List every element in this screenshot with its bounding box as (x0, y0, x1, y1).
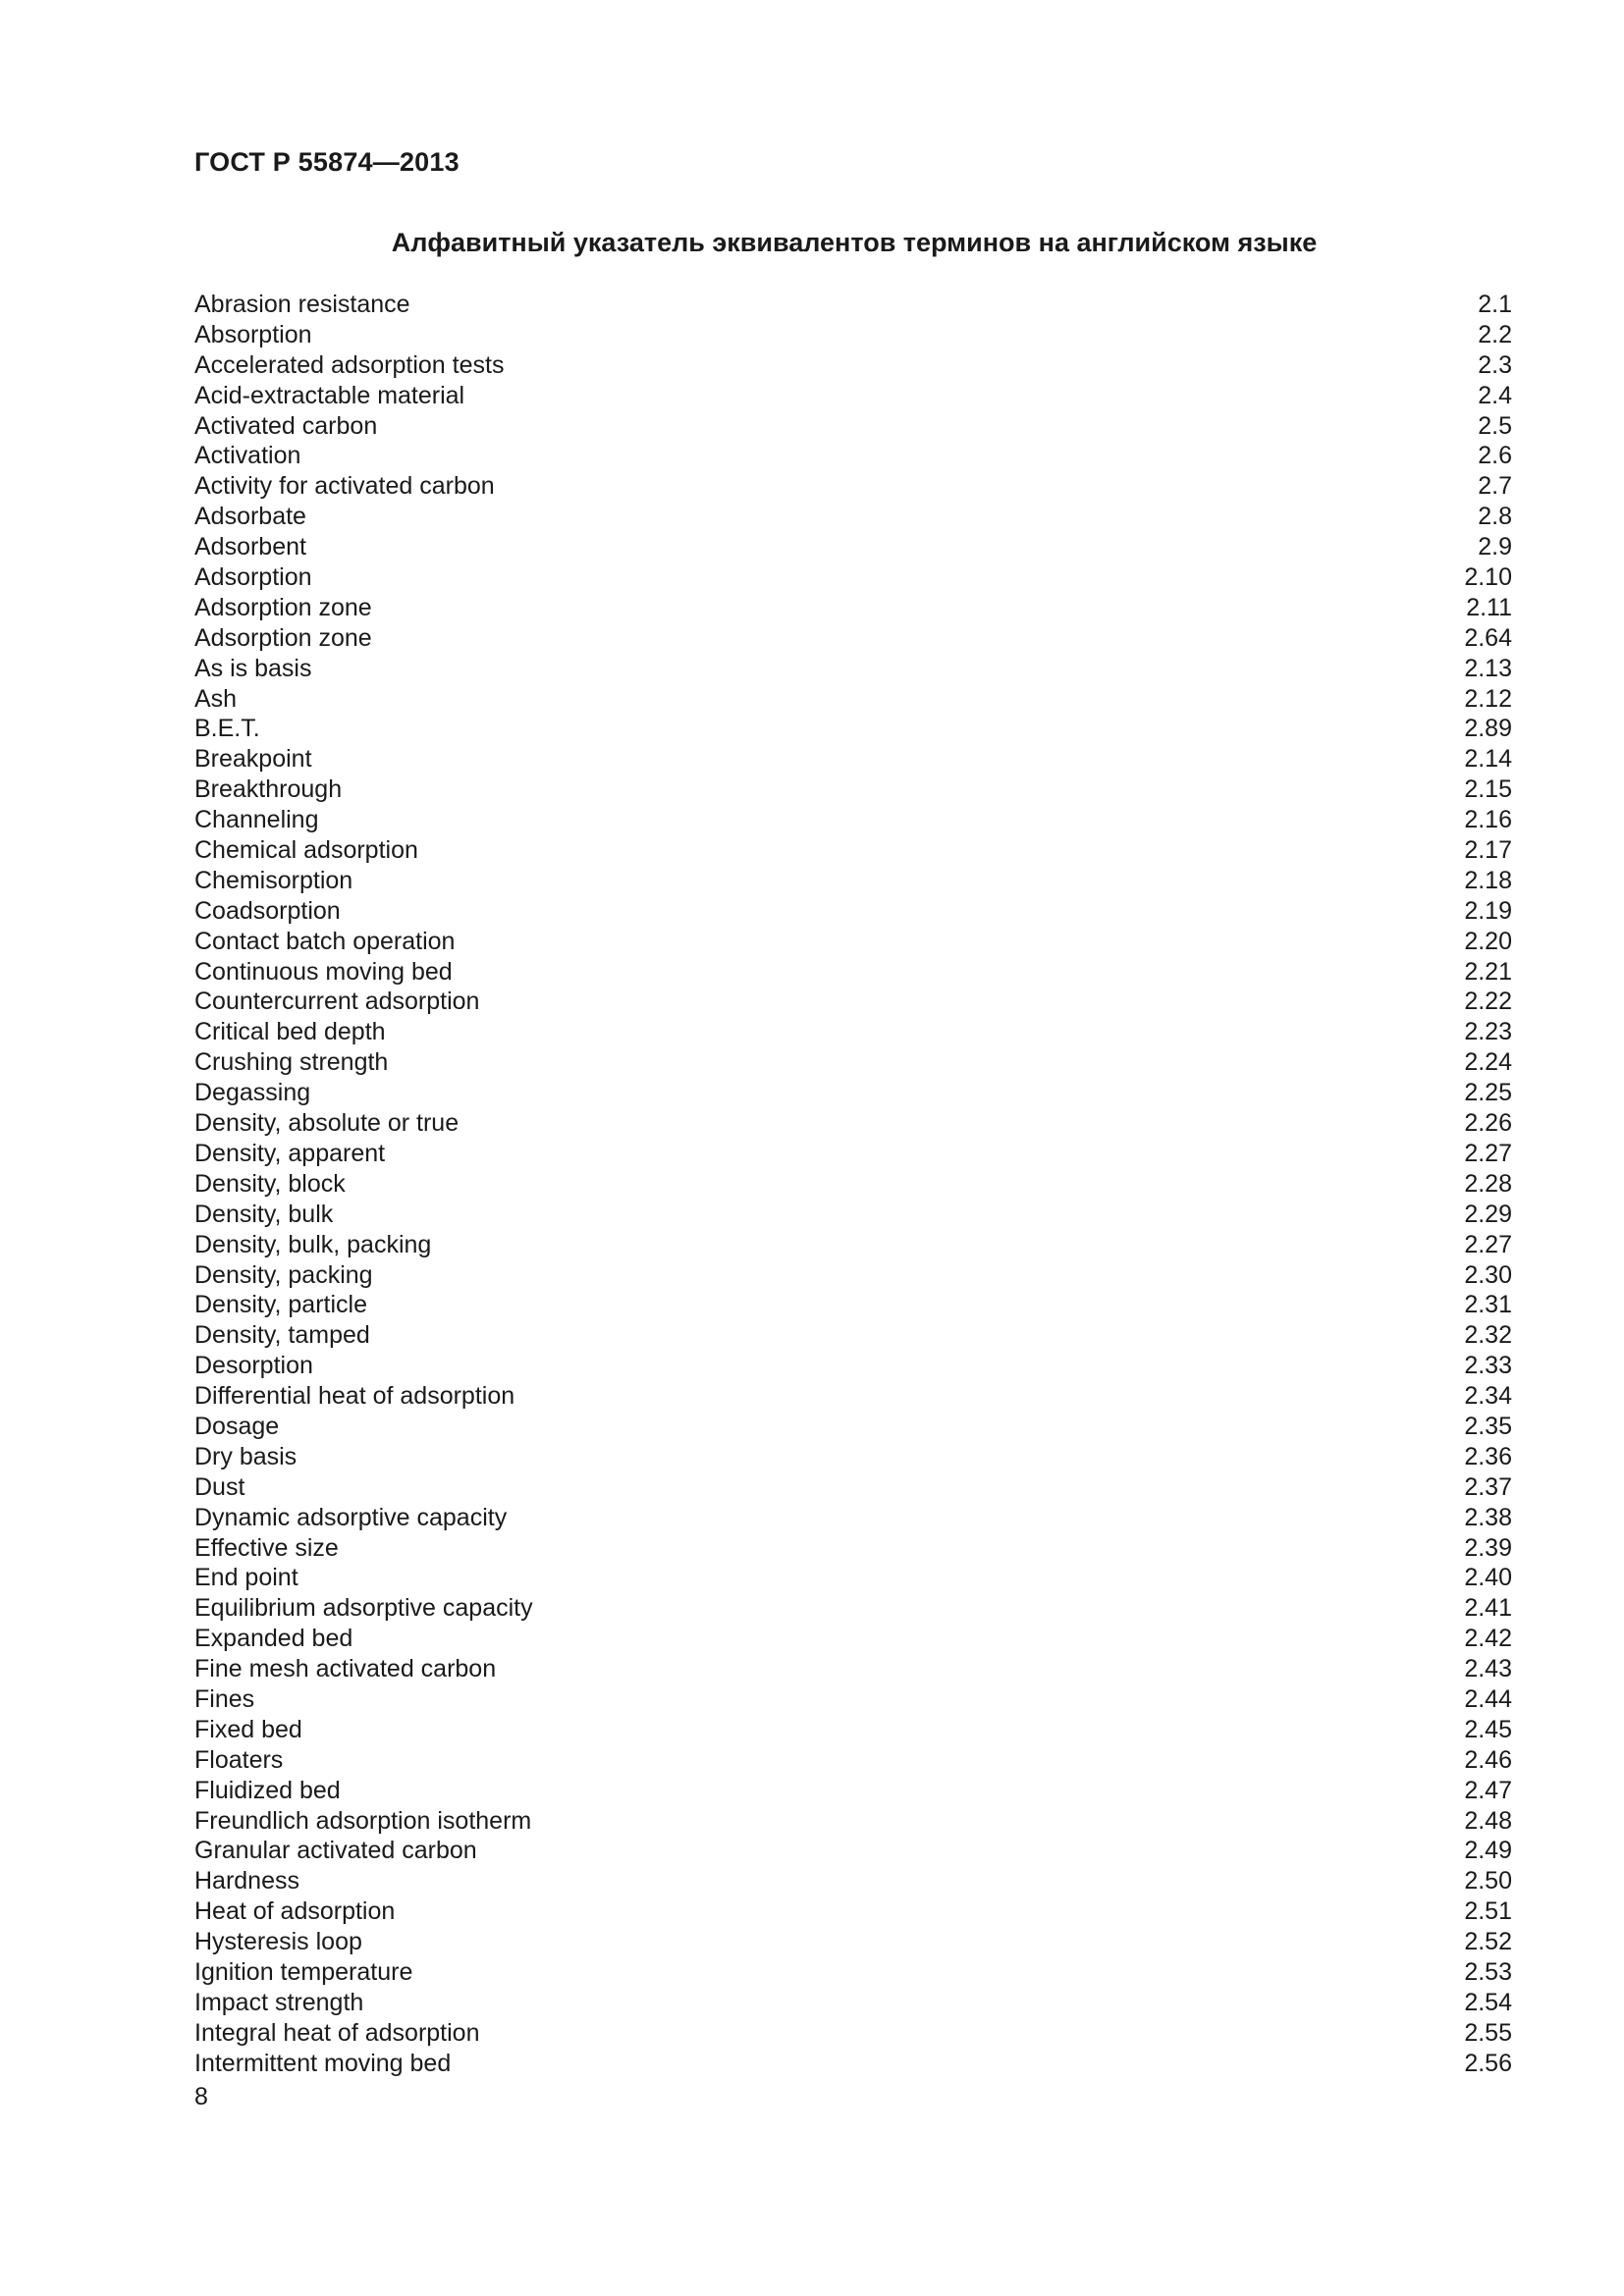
document-header: ГОСТ Р 55874—2013 (194, 147, 460, 177)
index-reference: 2.18 (1464, 866, 1512, 894)
index-reference: 2.7 (1478, 472, 1512, 501)
index-term: Fines (194, 1684, 255, 1713)
index-row (194, 1957, 1512, 1988)
index-term: End point (194, 1564, 298, 1592)
index-row (194, 1654, 1512, 1684)
index-term: Equilibrium adsorptive capacity (194, 1594, 533, 1623)
index-reference: 2.53 (1464, 1957, 1512, 1986)
index-term: As is basis (194, 654, 312, 682)
index-term: Heat of adsorption (194, 1897, 396, 1926)
index-row (194, 744, 1512, 774)
index-reference: 2.14 (1464, 745, 1512, 774)
index-reference: 2.9 (1478, 533, 1512, 561)
index-reference: 2.36 (1464, 1442, 1512, 1470)
index-reference: 2.64 (1464, 623, 1512, 652)
index-reference: 2.39 (1464, 1533, 1512, 1562)
index-row (194, 1624, 1512, 1654)
index-row (194, 1230, 1512, 1260)
index-term: Countercurrent adsorption (194, 988, 480, 1016)
index-row (194, 593, 1512, 623)
index-row (194, 957, 1512, 988)
index-row (194, 290, 1512, 320)
index-term: Continuous moving bed (194, 957, 453, 986)
index-term: Abrasion resistance (194, 291, 410, 318)
index-reference: 2.26 (1464, 1109, 1512, 1138)
index-row (194, 896, 1512, 927)
index-term: Absorption (194, 320, 312, 348)
index-term: Adsorption (194, 563, 312, 592)
index-row (194, 714, 1512, 744)
index-row (194, 1715, 1512, 1745)
index-reference: 2.27 (1464, 1139, 1512, 1167)
index-term: Intermittent moving bed (194, 2049, 452, 2077)
index-term: Dynamic adsorptive capacity (194, 1503, 508, 1531)
index-term: Fluidized bed (194, 1776, 341, 1804)
index-term: Chemisorption (194, 866, 353, 894)
index-reference: 2.23 (1464, 1018, 1512, 1046)
index-row (194, 1169, 1512, 1200)
index-reference: 2.44 (1464, 1684, 1512, 1713)
index-term: Floaters (194, 1745, 284, 1774)
index-row (194, 1472, 1512, 1503)
index-row (194, 1200, 1512, 1230)
index-term: Ignition temperature (194, 1957, 413, 1986)
index-reference: 2.24 (1464, 1048, 1512, 1077)
index-term: Density, block (194, 1169, 346, 1198)
page-number: 8 (194, 2083, 208, 2110)
index-row (194, 1078, 1512, 1108)
index-row (194, 1108, 1512, 1139)
index-row (194, 654, 1512, 684)
index-reference: 2.49 (1464, 1837, 1512, 1865)
index-term: Chemical adsorption (194, 836, 418, 865)
index-reference: 2.42 (1464, 1625, 1512, 1653)
index-row (194, 805, 1512, 835)
index-reference: 2.17 (1464, 836, 1512, 865)
index-row (194, 1381, 1512, 1412)
index-reference: 2.8 (1478, 503, 1512, 531)
index-reference: 2.19 (1464, 896, 1512, 925)
index-term: Adsorption zone (194, 593, 372, 621)
index-term: Dry basis (194, 1442, 298, 1470)
index-reference: 2.37 (1464, 1472, 1512, 1501)
index-term: Fine mesh activated carbon (194, 1655, 497, 1683)
index-term: Density, bulk (194, 1200, 334, 1228)
index-row (194, 471, 1512, 502)
index-row (194, 927, 1512, 957)
index-term: Acid-extractable material (194, 381, 465, 409)
index-row (194, 1290, 1512, 1320)
index-row (194, 502, 1512, 532)
index-row (194, 1927, 1512, 1957)
index-row (194, 411, 1512, 442)
index-reference: 2.52 (1464, 1928, 1512, 1956)
index-reference: 2.50 (1464, 1867, 1512, 1896)
index-reference: 2.15 (1464, 775, 1512, 804)
index-term: Accelerated adsorption tests (194, 350, 505, 379)
index-row (194, 1866, 1512, 1896)
index-reference: 2.11 (1466, 593, 1512, 621)
index-term: Adsorbent (194, 533, 306, 561)
index-reference: 2.1 (1478, 291, 1512, 318)
index-reference: 2.89 (1464, 715, 1512, 743)
index-term: Breakthrough (194, 775, 343, 804)
index-term: Ash (194, 684, 238, 713)
index-row (194, 2018, 1512, 2049)
index-reference: 2.46 (1464, 1745, 1512, 1774)
index-row (194, 684, 1512, 715)
index-term: Impact strength (194, 1988, 364, 2016)
index-reference: 2.12 (1464, 684, 1512, 713)
index-reference: 2.25 (1464, 1079, 1512, 1107)
index-reference: 2.45 (1464, 1715, 1512, 1743)
index-term: Hysteresis loop (194, 1928, 362, 1956)
index-row (194, 1017, 1512, 1047)
index-reference: 2.5 (1478, 411, 1512, 440)
index-term: Adsorption zone (194, 623, 372, 652)
index-row (194, 1139, 1512, 1169)
index-reference: 2.16 (1464, 806, 1512, 834)
index-reference: 2.29 (1464, 1200, 1512, 1228)
index-reference: 2.4 (1478, 381, 1512, 409)
index-reference: 2.34 (1464, 1382, 1512, 1411)
index-term: Freundlich adsorption isotherm (194, 1806, 532, 1835)
index-row (194, 1503, 1512, 1533)
index-row (194, 1563, 1512, 1593)
index-row (194, 835, 1512, 866)
index-row (194, 1806, 1512, 1837)
index-reference: 2.35 (1464, 1412, 1512, 1440)
index-row (194, 623, 1512, 654)
index-term: B.E.T. (194, 715, 260, 743)
index-reference: 2.31 (1464, 1291, 1512, 1319)
index-reference: 2.43 (1464, 1655, 1512, 1683)
index-row (194, 532, 1512, 562)
index-reference: 2.10 (1464, 563, 1512, 592)
index-row (194, 774, 1512, 805)
index-reference: 2.2 (1478, 320, 1512, 348)
index-reference: 2.51 (1464, 1897, 1512, 1926)
index-row (194, 1684, 1512, 1715)
index-reference: 2.20 (1464, 927, 1512, 955)
index-term: Dosage (194, 1412, 280, 1440)
index-term: Density, bulk, packing (194, 1230, 432, 1258)
index-reference: 2.27 (1464, 1230, 1512, 1258)
index-term: Coadsorption (194, 896, 341, 925)
index-term: Crushing strength (194, 1048, 389, 1077)
index-term: Density, particle (194, 1291, 367, 1319)
index-reference: 2.13 (1464, 654, 1512, 682)
index-reference: 2.33 (1464, 1352, 1512, 1380)
index-reference: 2.38 (1464, 1503, 1512, 1531)
index-title: Алфавитный указатель эквивалентов терминов на английском языке (391, 228, 1318, 257)
index-row (194, 1320, 1512, 1351)
index-reference: 2.55 (1464, 2018, 1512, 2047)
index-term: Density, apparent (194, 1139, 386, 1167)
index-row (194, 866, 1512, 896)
index-term: Effective size (194, 1533, 339, 1562)
index-term: Hardness (194, 1867, 299, 1896)
index-term: Degassing (194, 1079, 311, 1107)
index-term: Fixed bed (194, 1715, 302, 1743)
index-term: Expanded bed (194, 1625, 353, 1653)
index-term: Channeling (194, 806, 319, 834)
index-row (194, 441, 1512, 471)
index-row (194, 1260, 1512, 1291)
index-term: Density, absolute or true (194, 1109, 460, 1138)
index-term: Activated carbon (194, 411, 378, 440)
index-row (194, 1776, 1512, 1806)
index-reference: 2.47 (1464, 1776, 1512, 1804)
index-row (194, 1836, 1512, 1866)
index-reference: 2.21 (1464, 957, 1512, 986)
index-term: Activation (194, 442, 301, 470)
index-reference: 2.41 (1464, 1594, 1512, 1623)
index-reference: 2.40 (1464, 1564, 1512, 1592)
index-row (194, 320, 1512, 350)
index-reference: 2.6 (1478, 442, 1512, 470)
index-reference: 2.56 (1464, 2049, 1512, 2077)
index-term: Activity for activated carbon (194, 472, 495, 501)
index-row (194, 562, 1512, 593)
index-row (194, 1593, 1512, 1624)
index-row (194, 1351, 1512, 1381)
index-row (194, 1047, 1512, 1078)
term-index-list (194, 290, 1512, 2079)
index-row (194, 2049, 1512, 2079)
index-reference: 2.22 (1464, 988, 1512, 1016)
index-reference: 2.32 (1464, 1321, 1512, 1350)
index-reference: 2.54 (1464, 1988, 1512, 2016)
index-row (194, 1745, 1512, 1776)
index-row (194, 987, 1512, 1017)
index-term: Granular activated carbon (194, 1837, 477, 1865)
index-term: Density, packing (194, 1260, 373, 1289)
index-row (194, 1896, 1512, 1927)
index-row (194, 350, 1512, 381)
index-term: Adsorbate (194, 503, 306, 531)
index-term: Dust (194, 1472, 245, 1501)
index-reference: 2.3 (1478, 350, 1512, 379)
index-row (194, 1988, 1512, 2018)
index-row (194, 1442, 1512, 1472)
index-term: Breakpoint (194, 745, 312, 774)
index-term: Density, tamped (194, 1321, 370, 1350)
index-term: Desorption (194, 1352, 313, 1380)
index-reference: 2.48 (1464, 1806, 1512, 1835)
index-reference: 2.28 (1464, 1169, 1512, 1198)
index-term: Differential heat of adsorption (194, 1382, 515, 1411)
index-reference: 2.30 (1464, 1260, 1512, 1289)
index-term: Contact batch operation (194, 927, 456, 955)
index-term: Critical bed depth (194, 1018, 386, 1046)
index-row (194, 1533, 1512, 1564)
index-row (194, 1412, 1512, 1442)
index-term: Integral heat of adsorption (194, 2018, 480, 2047)
index-row (194, 381, 1512, 411)
